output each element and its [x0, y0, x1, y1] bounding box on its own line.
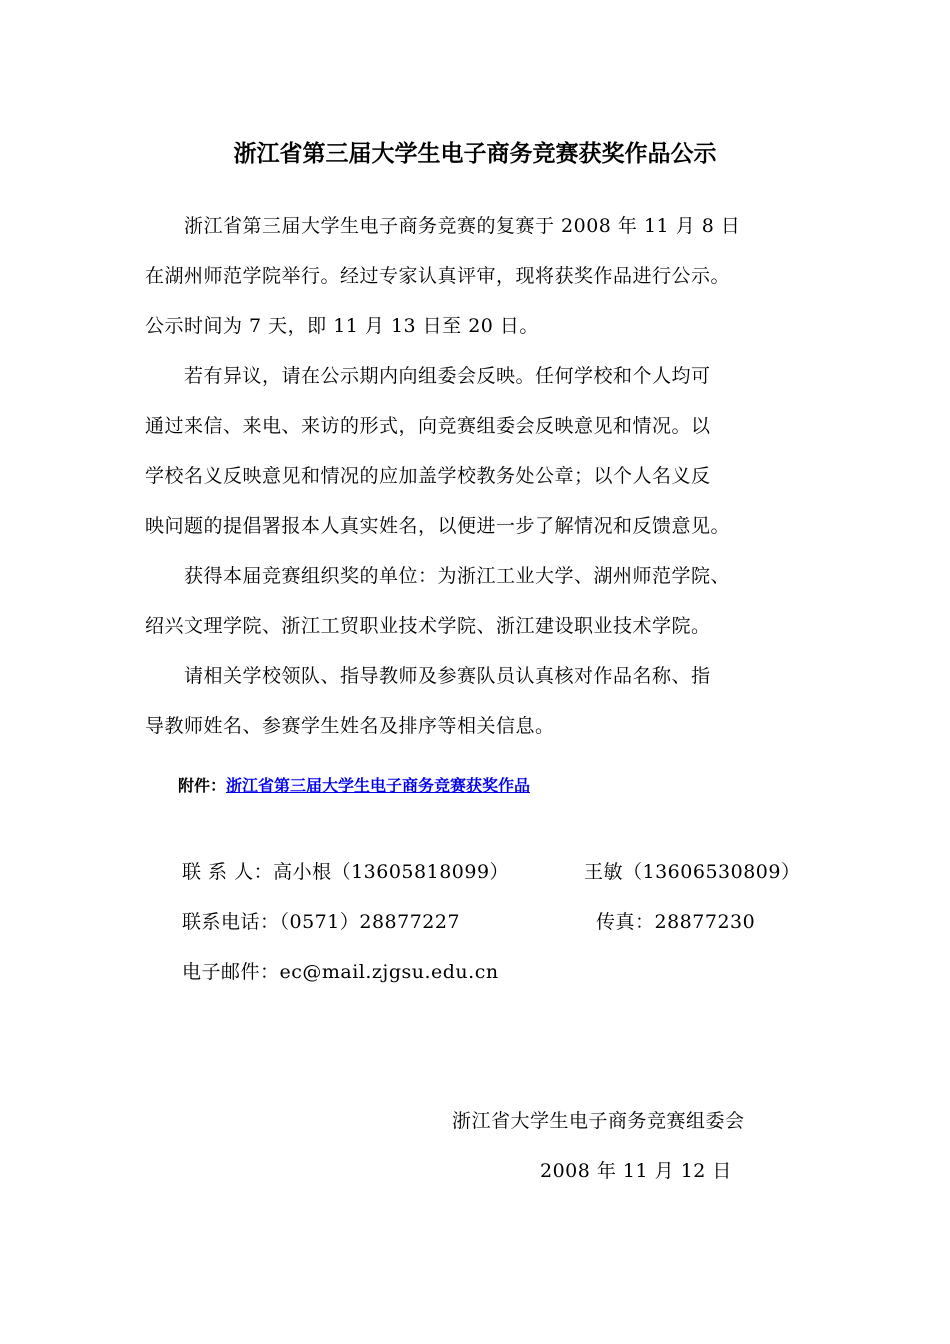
paragraph-line: 获得本届竞赛组织奖的单位：为浙江工业大学、湖州师范学院、	[145, 565, 731, 587]
attachment-link[interactable]: 浙江省第三届大学生电子商务竞赛获奖作品	[226, 776, 531, 795]
paragraph-line: 通过来信、来电、来访的形式，向竞赛组委会反映意见和情况。以	[145, 415, 711, 437]
paragraph-objection	[145, 351, 730, 551]
paragraph-organization-award	[145, 551, 730, 651]
signature-date: 2008 年 11 月 12 日	[540, 1160, 732, 1182]
paragraph-line: 在湖州师范学院举行。经过专家认真评审，现将获奖作品进行公示。	[145, 265, 731, 287]
paragraph-announcement	[145, 201, 740, 351]
paragraph-line: 若有异议，请在公示期内向组委会反映。任何学校和个人均可	[145, 365, 711, 387]
paragraph-verification	[145, 651, 711, 751]
paragraph-line: 公示时间为 7 天，即 11 月 13 日至 20 日。	[145, 315, 539, 337]
paragraph-line: 映问题的提倡署报本人真实姓名，以便进一步了解情况和反馈意见。	[145, 515, 731, 537]
contact-phone: 联系电话：（0571）28877227	[182, 911, 461, 933]
attachment	[178, 773, 530, 799]
document-title: 浙江省第三届大学生电子商务竞赛获奖作品公示	[233, 141, 717, 167]
paragraph-line: 请相关学校领队、指导教师及参赛队员认真核对作品名称、指	[145, 665, 711, 687]
paragraph-line: 浙江省第三届大学生电子商务竞赛的复赛于 2008 年 11 月 8 日	[145, 215, 741, 237]
contact-email: 电子邮件：ec@mail.zjgsu.edu.cn	[182, 961, 499, 983]
contact-person: 联 系 人：高小根（13605818099）	[182, 861, 510, 883]
contact-fax: 传真：28877230	[596, 911, 756, 933]
attachment-label: 附件：	[178, 776, 227, 795]
contact-person-2: 王敏（13606530809）	[584, 861, 801, 883]
paragraph-line: 绍兴文理学院、浙江工贸职业技术学院、浙江建设职业技术学院。	[145, 615, 711, 637]
paragraph-line: 导教师姓名、参赛学生姓名及排序等相关信息。	[145, 715, 555, 737]
paragraph-line: 学校名义反映意见和情况的应加盖学校教务处公章；以个人名义反	[145, 465, 711, 487]
signature-org: 浙江省大学生电子商务竞赛组委会	[452, 1110, 745, 1132]
